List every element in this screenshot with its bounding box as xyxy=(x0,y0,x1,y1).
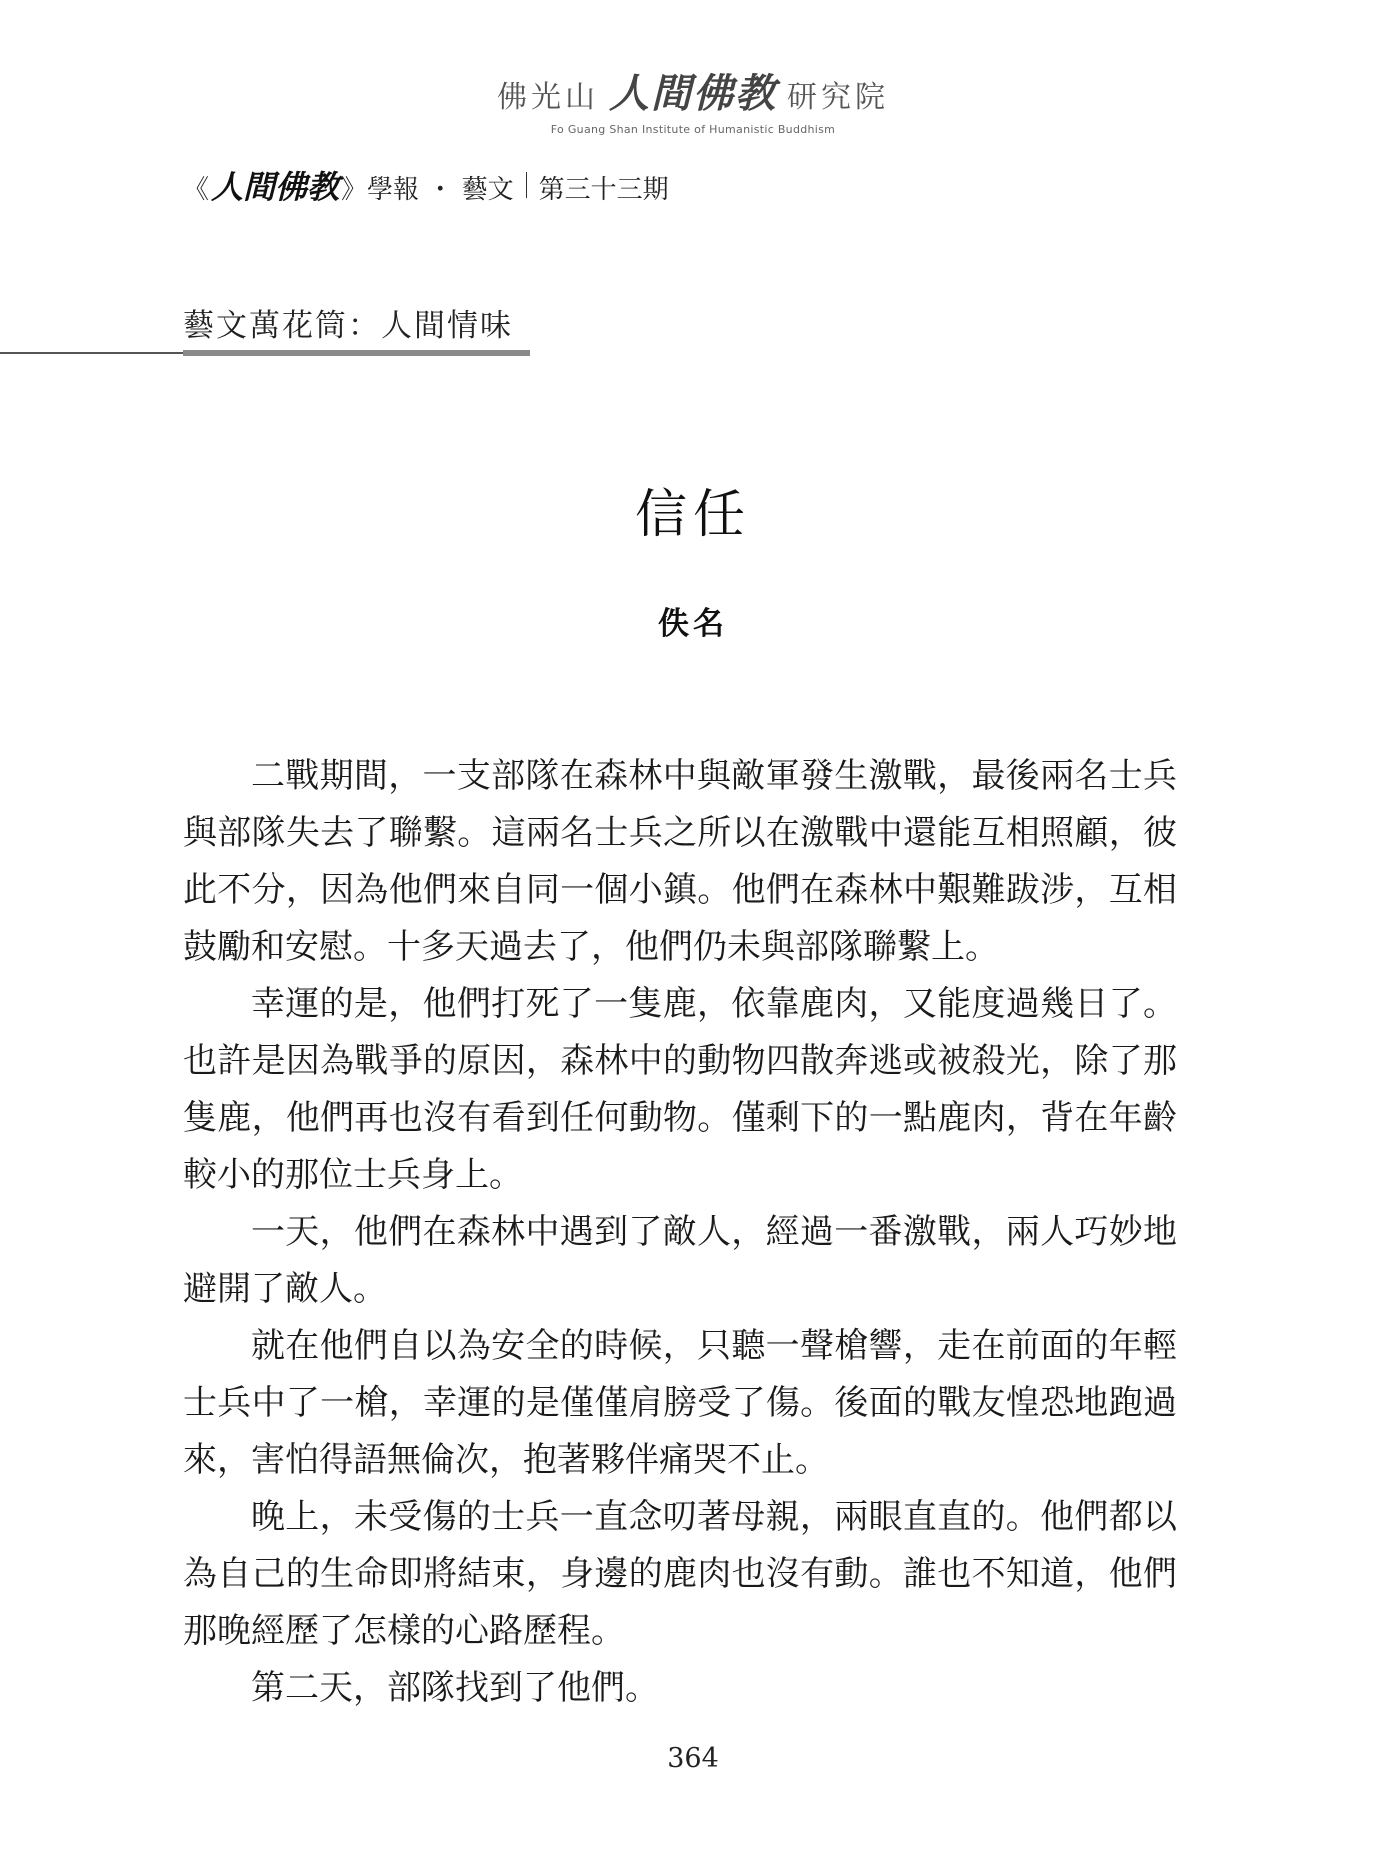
paragraph: 幸運的是，他們打死了一隻鹿，依靠鹿肉，又能度過幾日了。也許是因為戰爭的原因，森林中的動物四散奔逃或被殺光，除了那隻鹿，他們再也沒有看到任何動物。僅剩下的一點鹿肉，背在年齡較小的那位士兵身上。 xyxy=(183,984,1177,1195)
section-label: 藝文萬花筒：人間情味 xyxy=(183,308,513,344)
paragraph: 一天，他們在森林中遇到了敵人，經過一番激戰，兩人巧妙地避開了敵人。 xyxy=(183,1212,1177,1309)
journal-issue: 第三十三期 xyxy=(538,175,669,205)
institute-name-suffix: 研究院 xyxy=(787,80,889,115)
journal-divider xyxy=(526,172,527,198)
article-author: 佚名 xyxy=(658,606,728,642)
paragraph: 晚上，未受傷的士兵一直念叨著母親，兩眼直直的。他們都以為自己的生命即將結束，身邊的鹿肉也沒有動。誰也不知道，他們那晚經歷了怎樣的心路歷程。 xyxy=(183,1497,1177,1651)
article-body xyxy=(183,748,1177,1717)
section-underline xyxy=(183,350,530,356)
institute-logo-text: 人間佛教 xyxy=(609,70,777,117)
institute-english-name: Fo Guang Shan Institute of Humanistic Buddhism xyxy=(550,123,836,136)
paragraph: 二戰期間，一支部隊在森林中與敵軍發生激戰，最後兩名士兵與部隊失去了聯繫。這兩名士兵之所以在激戰中還能互相照顧，彼此不分，因為他們來自同一個小鎮。他們在森林中艱難跋涉，互相鼓勵和安慰。十多天過去了，他們仍未與部隊聯繫上。 xyxy=(183,756,1177,967)
journal-logo-text: 人間佛教 xyxy=(211,168,340,206)
journal-open-bracket: 《 xyxy=(183,175,210,205)
journal-title: 學報 ・ 藝文 xyxy=(367,175,514,205)
journal-running-header xyxy=(183,162,669,208)
page-number: 364 xyxy=(667,1743,719,1774)
paragraph: 就在他們自以為安全的時候，只聽一聲槍響，走在前面的年輕士兵中了一槍，幸運的是僅僅肩膀受了傷。後面的戰友惶恐地跑過來，害怕得語無倫次，抱著夥伴痛哭不止。 xyxy=(183,1326,1177,1480)
institute-header xyxy=(0,62,1386,136)
journal-close-bracket: 》 xyxy=(341,175,368,205)
article-title: 信任 xyxy=(634,485,751,545)
institute-name-prefix: 佛光山 xyxy=(497,80,599,115)
institute-name xyxy=(497,62,889,119)
paragraph: 第二天，部隊找到了他們。 xyxy=(251,1668,659,1708)
